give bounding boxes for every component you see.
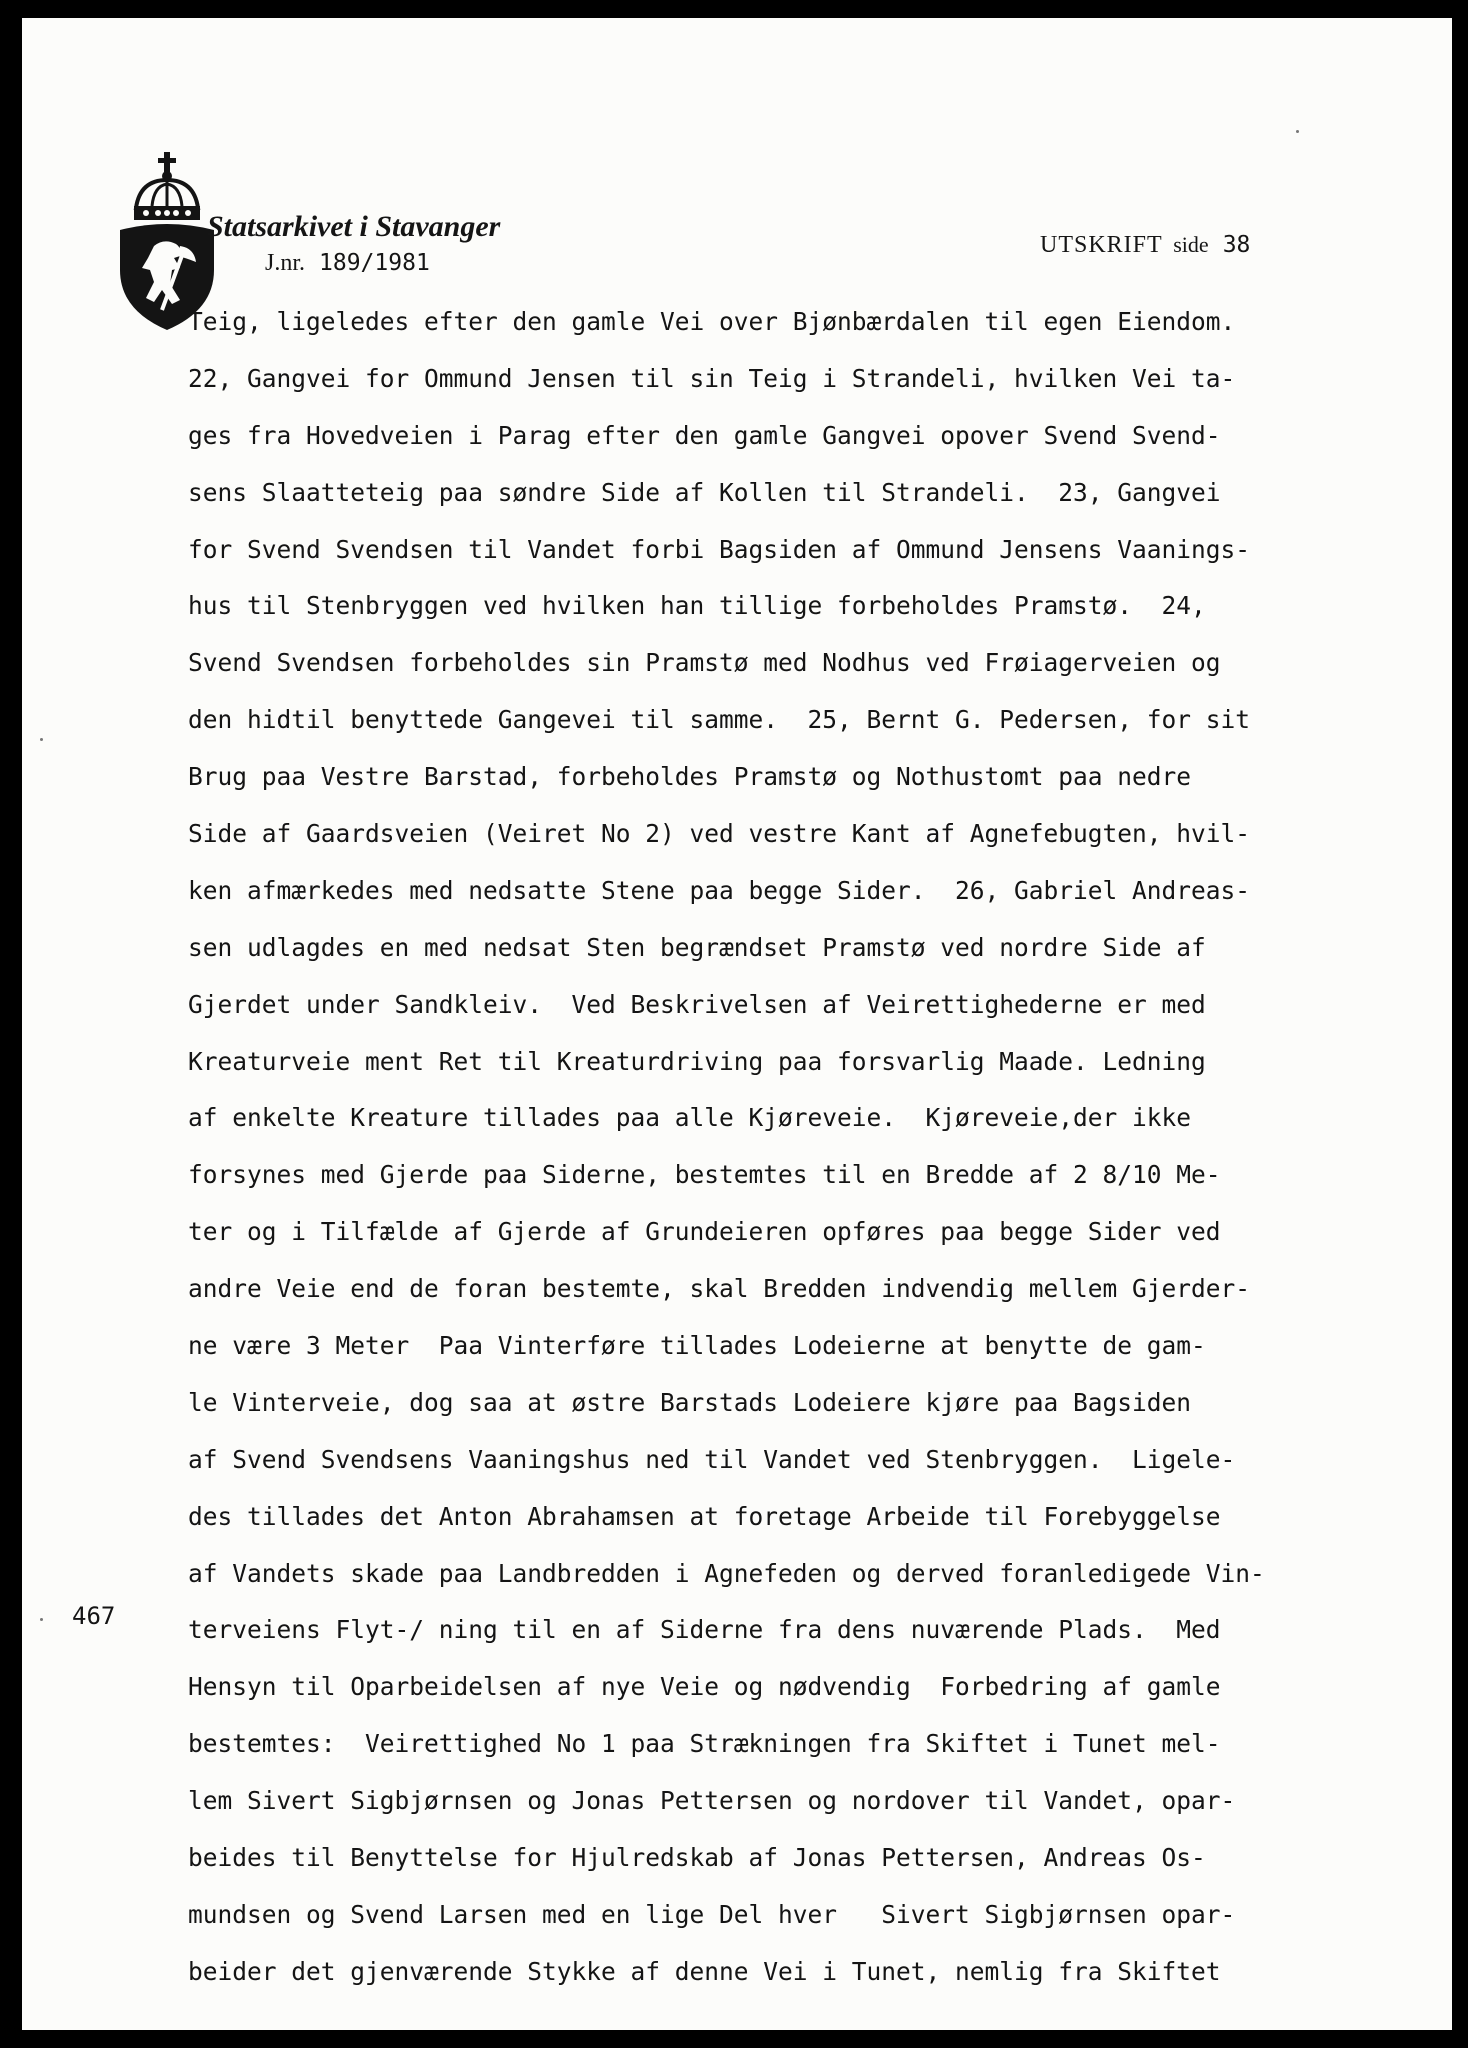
- text-line: andre Veie end de foran bestemte, skal Bredden indvendig mellem Gjerder-: [188, 1274, 1251, 1304]
- text-line: Gjerdet under Sandkleiv. Ved Beskrivelsen af Veirettighederne er med: [188, 989, 1206, 1019]
- text-line: Brug paa Vestre Barstad, forbeholdes Pramstø og Nothustomt paa nedre: [188, 762, 1192, 792]
- text-line: beider det gjenværende Stykke af denne Vei i Tunet, nemlig fra Skiftet: [188, 1956, 1221, 1986]
- text-line: bestemtes: Veirettighed No 1 paa Strækningen fra Skiftet i Tunet mel-: [188, 1729, 1221, 1759]
- text-line: af Svend Svendsens Vaaningshus ned til Vandet ved Stenbryggen. Ligele-: [188, 1444, 1236, 1474]
- margin-note: 467: [72, 1602, 116, 1630]
- text-line: af Vandets skade paa Landbredden i Agnefeden og derved foranledigede Vin-: [188, 1558, 1265, 1588]
- transcript-label: UTSKRIFT: [1040, 232, 1163, 258]
- document-page: [22, 18, 1452, 2030]
- scan-speck: [40, 738, 43, 741]
- text-line: 22, Gangvei for Ommund Jensen til sin Teig i Strandeli, hvilken Vei ta-: [188, 363, 1236, 393]
- text-line: af enkelte Kreature tillades paa alle Kjøreveie. Kjøreveie,der ikke: [188, 1103, 1192, 1133]
- journal-number-label: J.nr.: [265, 250, 306, 276]
- scan-speck: [1296, 130, 1299, 133]
- text-line: Kreaturveie ment Ret til Kreaturdriving paa forsvarlig Maade. Ledning: [188, 1046, 1206, 1076]
- text-line: den hidtil benyttede Gangevei til samme. 25, Bernt G. Pedersen, for sit: [188, 705, 1251, 735]
- archive-name: Statsarkivet i Stavanger: [207, 210, 501, 243]
- text-line: Svend Svendsen forbeholdes sin Pramstø med Nodhus ved Frøiagerveien og: [188, 648, 1221, 678]
- journal-number-value: 189/1981: [319, 250, 430, 276]
- text-line: Hensyn til Oparbeidelsen af nye Veie og nødvendig Forbedring af gamle: [188, 1672, 1221, 1702]
- text-line: ter og i Tilfælde af Gjerde af Grundeieren opføres paa begge Sider ved: [188, 1217, 1221, 1247]
- text-line: hus til Stenbryggen ved hvilken han tillige forbeholdes Pramstø. 24,: [188, 591, 1206, 621]
- text-line: Teig, ligeledes efter den gamle Vei over Bjønbærdalen til egen Eiendom.: [188, 307, 1236, 336]
- text-line: ges fra Hovedveien i Parag efter den gamle Gangvei opover Svend Svend-: [188, 420, 1221, 450]
- text-line: sens Slaatteteig paa søndre Side af Kollen til Strandeli. 23, Gangvei: [188, 477, 1221, 507]
- text-line: le Vinterveie, dog saa at østre Barstads Lodeiere kjøre paa Bagsiden: [188, 1387, 1192, 1417]
- journal-number: [265, 250, 430, 277]
- text-line: ne være 3 Meter Paa Vinterføre tillades Lodeierne at benytte de gam-: [188, 1331, 1206, 1361]
- text-line: forsynes med Gjerde paa Siderne, bestemtes til en Bredde af 2 8/10 Me-: [188, 1160, 1221, 1190]
- text-line: des tillades det Anton Abrahamsen at foretage Arbeide til Forebyggelse: [188, 1501, 1221, 1531]
- document-body: [188, 294, 1438, 2001]
- side-label: side: [1173, 232, 1209, 257]
- scan-speck: [40, 1618, 43, 1621]
- text-line: sen udlagdes en med nedsat Sten begrændset Pramstø ved nordre Side af: [188, 932, 1206, 962]
- page-number: 38: [1222, 232, 1251, 258]
- text-line: terveiens Flyt-/ ning til en af Siderne fra dens nuværende Plads. Med: [188, 1615, 1221, 1645]
- text-line: mundsen og Svend Larsen med en lige Del hver Sivert Sigbjørnsen opar-: [188, 1899, 1236, 1929]
- text-line: for Svend Svendsen til Vandet forbi Bagsiden af Ommund Jensens Vaanings-: [188, 534, 1251, 564]
- text-line: beides til Benyttelse for Hjulredskab af Jonas Pettersen, Andreas Os-: [188, 1843, 1206, 1873]
- transcript-page-header: [1040, 232, 1250, 259]
- text-line: ken afmærkedes med nedsatte Stene paa begge Sider. 26, Gabriel Andreas-: [188, 875, 1251, 905]
- text-line: Side af Gaardsveien (Veiret No 2) ved vestre Kant af Agnefebugten, hvil-: [188, 819, 1251, 849]
- text-line: lem Sivert Sigbjørnsen og Jonas Pettersen og nordover til Vandet, opar-: [188, 1786, 1236, 1816]
